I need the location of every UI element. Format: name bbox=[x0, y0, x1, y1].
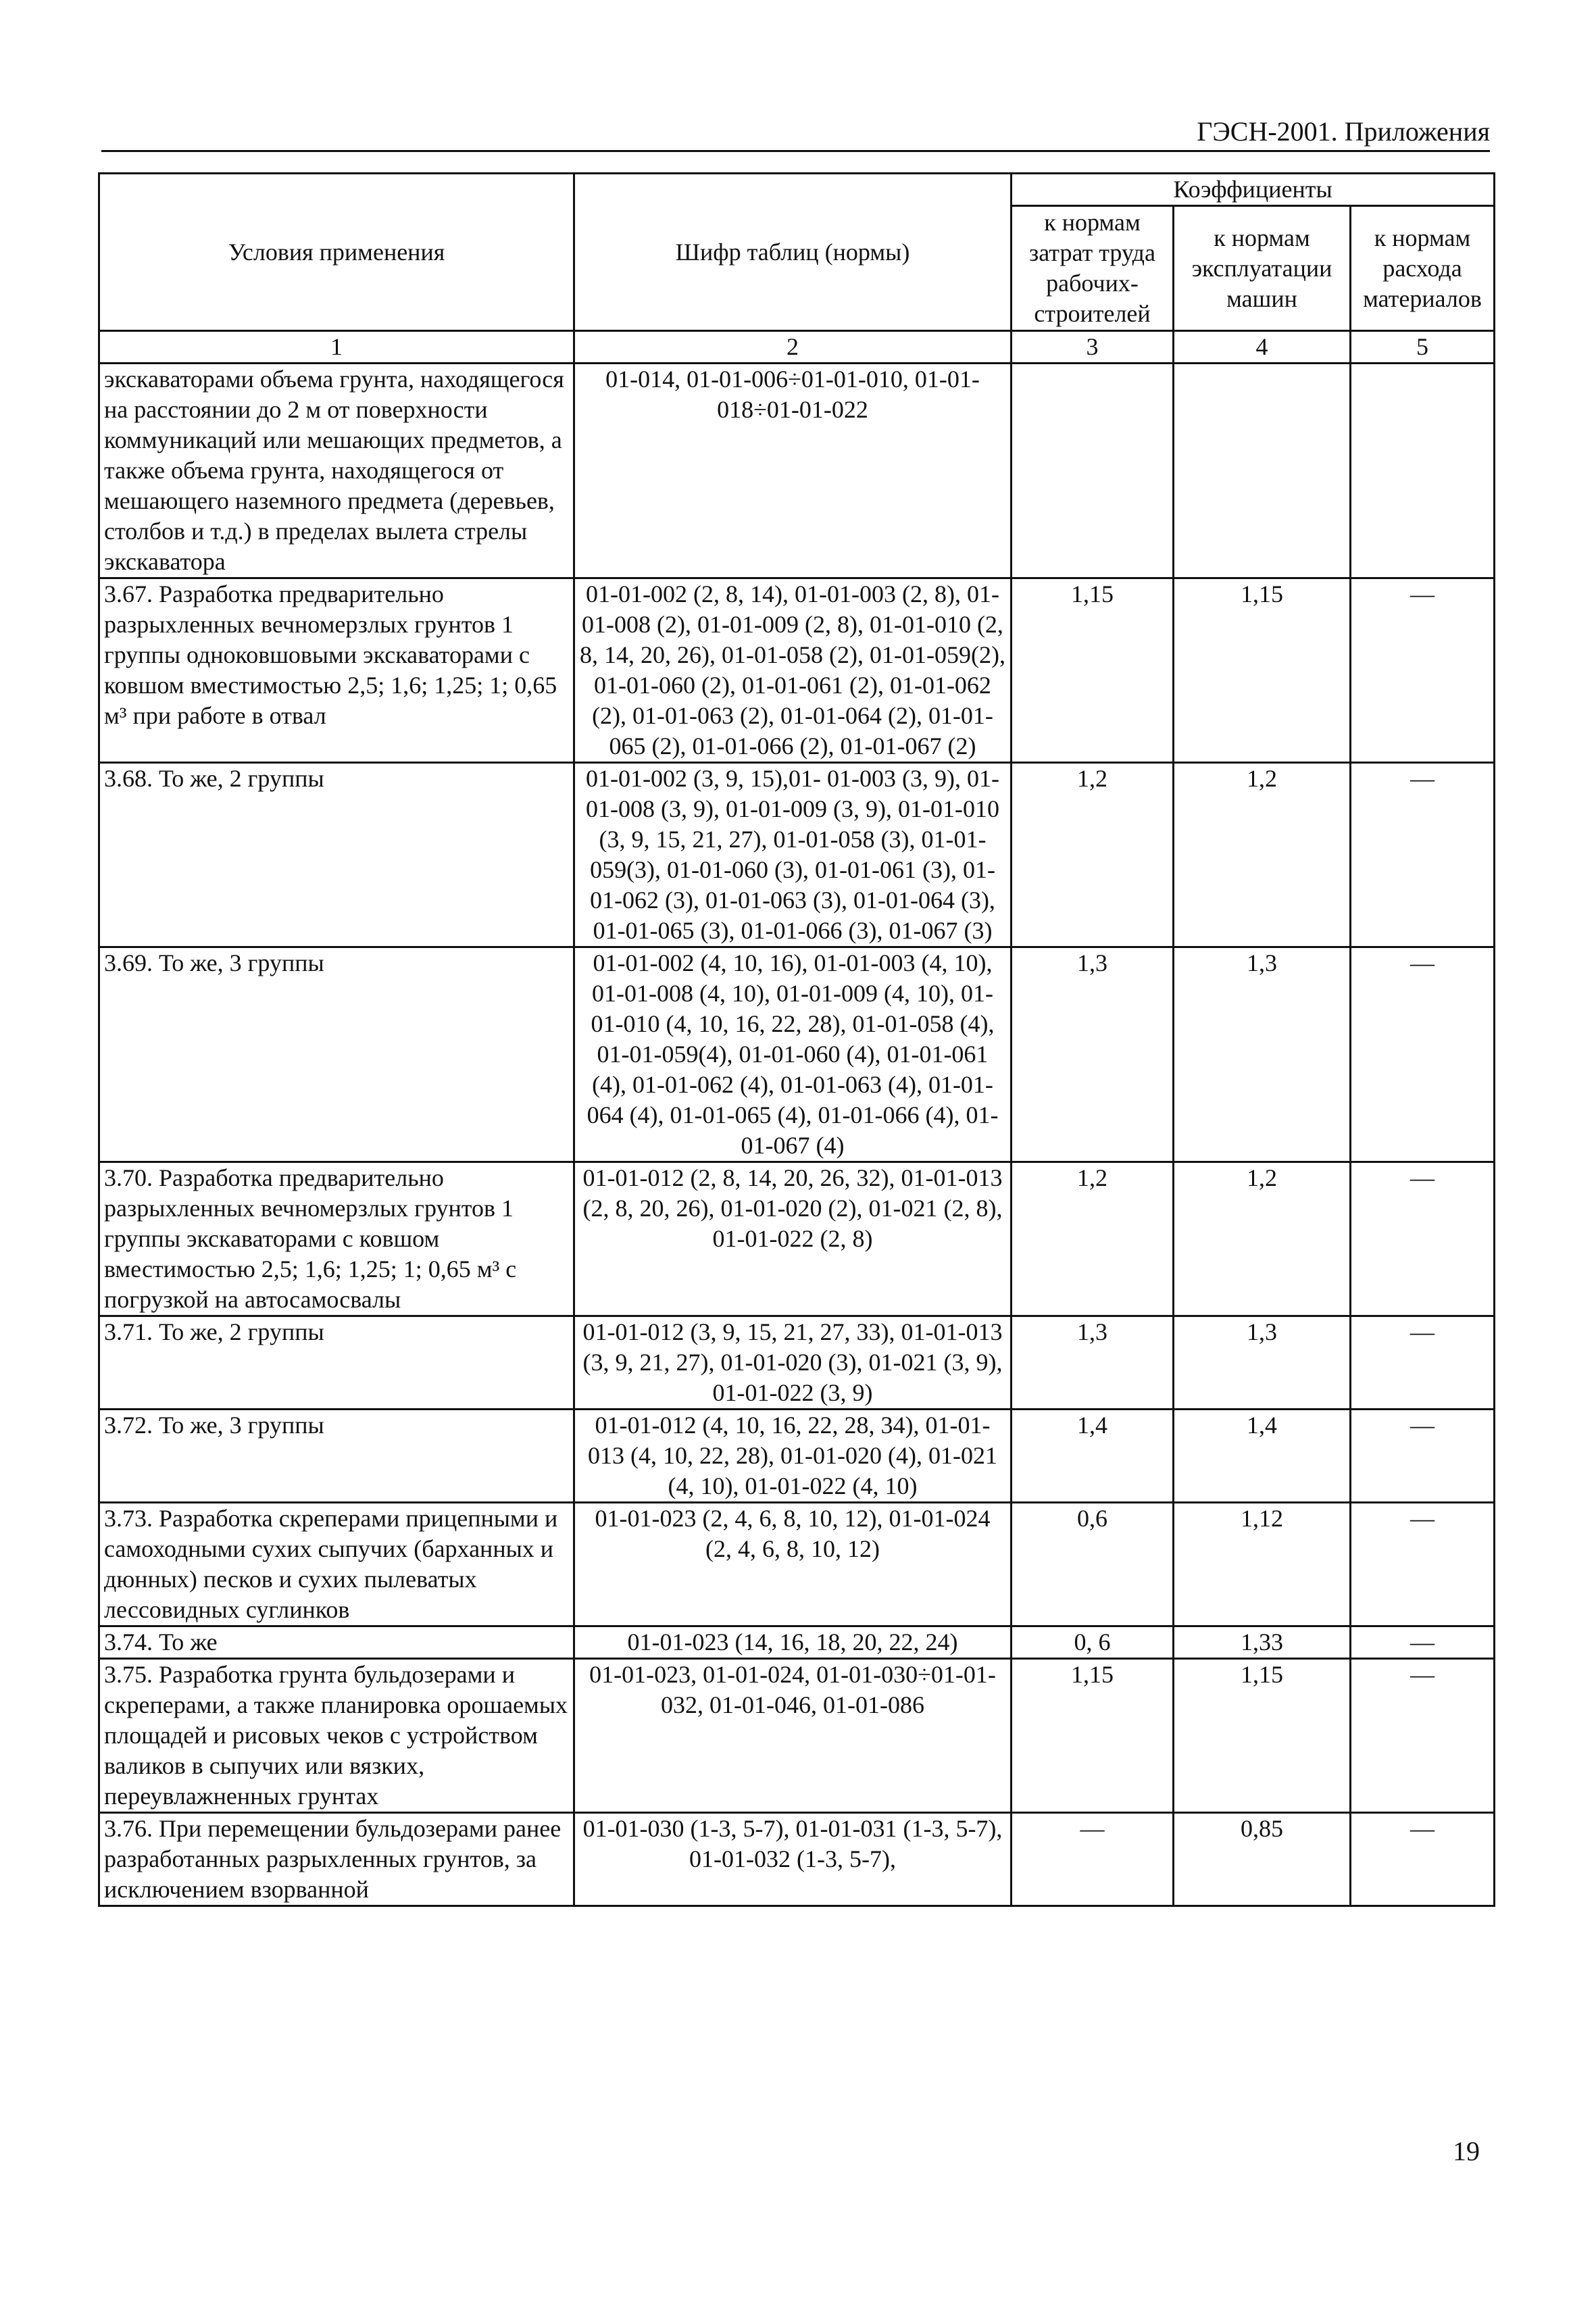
conditions-cell: 3.76. При перемещении бульдозерами ранее разработанных разрыхленных грунтов, за исключением взорванной bbox=[99, 1813, 574, 1906]
table-row bbox=[99, 1813, 1495, 1906]
column-number: 3 bbox=[1012, 331, 1174, 364]
table-row bbox=[99, 1659, 1495, 1813]
machines-cell: 1,4 bbox=[1174, 1410, 1351, 1503]
table-row bbox=[99, 1503, 1495, 1626]
machines-cell: 1,33 bbox=[1174, 1626, 1351, 1659]
conditions-cell: 3.74. То же bbox=[99, 1626, 574, 1659]
header-codes: Шифр таблиц (нормы) bbox=[574, 174, 1012, 331]
header-title: ГЭСН-2001. Приложения bbox=[1197, 116, 1490, 147]
labor-cell: 1,2 bbox=[1012, 1162, 1174, 1316]
column-number: 5 bbox=[1351, 331, 1495, 364]
machines-cell: 1,3 bbox=[1174, 1316, 1351, 1410]
materials-cell: — bbox=[1351, 1659, 1495, 1813]
codes-cell: 01-014, 01-01-006÷01-01-010, 01-01-018÷01-01-022 bbox=[574, 364, 1012, 578]
conditions-cell: 3.69. То же, 3 группы bbox=[99, 947, 574, 1162]
codes-cell: 01-01-002 (2, 8, 14), 01-01-003 (2, 8), 01-01-008 (2), 01-01-009 (2, 8), 01-01-010 (2, 8, 14, 20, 26), 01-01-058 (2), 01-01-059(2), 01-01-060 (2), 01-01-061 (2), 01-01-062 (2), 01-01-063 (2), 01-01-064 (2), 01-01-065 (2), 01-01-066 (2), 01-01-067 (2) bbox=[574, 578, 1012, 763]
labor-cell: 1,3 bbox=[1012, 947, 1174, 1162]
machines-cell: 0,85 bbox=[1174, 1813, 1351, 1906]
labor-cell: 1,2 bbox=[1012, 763, 1174, 947]
conditions-cell: экскаваторами объема грунта, находящегося на расстоянии до 2 м от поверхности коммуникаций или мешающих предметов, а также объема грунта, находящегося от мешающего наземного предмета (деревьев, столбов и т.д.) в пределах вылета стрелы экскаватора bbox=[99, 364, 574, 578]
page-header bbox=[101, 115, 1490, 152]
codes-cell: 01-01-030 (1-3, 5-7), 01-01-031 (1-3, 5-7), 01-01-032 (1-3, 5-7), bbox=[574, 1813, 1012, 1906]
conditions-cell: 3.73. Разработка скреперами прицепными и самоходными сухих сыпучих (барханных и дюнных) песков и сухих пылеватых лессовидных суглинков bbox=[99, 1503, 574, 1626]
machines-cell: 1,3 bbox=[1174, 947, 1351, 1162]
header-coefficients: Коэффициенты bbox=[1012, 174, 1495, 206]
codes-cell: 01-01-002 (4, 10, 16), 01-01-003 (4, 10), 01-01-008 (4, 10), 01-01-009 (4, 10), 01-01-010 (4, 10, 16, 22, 28), 01-01-058 (4), 01-01-059(4), 01-01-060 (4), 01-01-061 (4), 01-01-062 (4), 01-01-063 (4), 01-01-064 (4), 01-01-065 (4), 01-01-066 (4), 01-01-067 (4) bbox=[574, 947, 1012, 1162]
table-row bbox=[99, 1626, 1495, 1659]
conditions-cell: 3.72. То же, 3 группы bbox=[99, 1410, 574, 1503]
machines-cell: 1,2 bbox=[1174, 1162, 1351, 1316]
column-number: 4 bbox=[1174, 331, 1351, 364]
materials-cell: — bbox=[1351, 1813, 1495, 1906]
table-row bbox=[99, 364, 1495, 578]
materials-cell: — bbox=[1351, 1503, 1495, 1626]
materials-cell: — bbox=[1351, 947, 1495, 1162]
labor-cell: — bbox=[1012, 1813, 1174, 1906]
labor-cell bbox=[1012, 364, 1174, 578]
codes-cell: 01-01-012 (3, 9, 15, 21, 27, 33), 01-01-013 (3, 9, 21, 27), 01-01-020 (3), 01-021 (3, 9), 01-01-022 (3, 9) bbox=[574, 1316, 1012, 1410]
coefficients-table bbox=[98, 172, 1495, 1907]
conditions-cell: 3.67. Разработка предварительно разрыхленных вечномерзлых грунтов 1 группы одноковшовыми экскаваторами с ковшом вместимостью 2,5; 1,6; 1,25; 1; 0,65 м³ при работе в отвал bbox=[99, 578, 574, 763]
table-row bbox=[99, 947, 1495, 1162]
machines-cell: 1,15 bbox=[1174, 1659, 1351, 1813]
materials-cell: — bbox=[1351, 1626, 1495, 1659]
labor-cell: 0,6 bbox=[1012, 1503, 1174, 1626]
codes-cell: 01-01-012 (4, 10, 16, 22, 28, 34), 01-01-013 (4, 10, 22, 28), 01-01-020 (4), 01-021 (4, 10), 01-01-022 (4, 10) bbox=[574, 1410, 1012, 1503]
column-number: 2 bbox=[574, 331, 1012, 364]
materials-cell: — bbox=[1351, 1162, 1495, 1316]
header-labor: к нормам затрат труда рабочих-строителей bbox=[1012, 206, 1174, 331]
conditions-cell: 3.75. Разработка грунта бульдозерами и скреперами, а также планировка орошаемых площадей и рисовых чеков с устройством валиков в сыпучих или вязких, переувлажненных грунтах bbox=[99, 1659, 574, 1813]
table-row bbox=[99, 1162, 1495, 1316]
table-row bbox=[99, 1410, 1495, 1503]
labor-cell: 0, 6 bbox=[1012, 1626, 1174, 1659]
materials-cell bbox=[1351, 364, 1495, 578]
labor-cell: 1,15 bbox=[1012, 578, 1174, 763]
codes-cell: 01-01-023 (14, 16, 18, 20, 22, 24) bbox=[574, 1626, 1012, 1659]
header-conditions: Условия применения bbox=[99, 174, 574, 331]
table-row bbox=[99, 578, 1495, 763]
machines-cell: 1,12 bbox=[1174, 1503, 1351, 1626]
codes-cell: 01-01-002 (3, 9, 15),01- 01-003 (3, 9), 01-01-008 (3, 9), 01-01-009 (3, 9), 01-01-010 (3, 9, 15, 21, 27), 01-01-058 (3), 01-01-059(3), 01-01-060 (3), 01-01-061 (3), 01-01-062 (3), 01-01-063 (3), 01-01-064 (3), 01-01-065 (3), 01-01-066 (3), 01-067 (3) bbox=[574, 763, 1012, 947]
materials-cell: — bbox=[1351, 578, 1495, 763]
labor-cell: 1,3 bbox=[1012, 1316, 1174, 1410]
conditions-cell: 3.68. То же, 2 группы bbox=[99, 763, 574, 947]
codes-cell: 01-01-012 (2, 8, 14, 20, 26, 32), 01-01-013 (2, 8, 20, 26), 01-01-020 (2), 01-021 (2, 8), 01-01-022 (2, 8) bbox=[574, 1162, 1012, 1316]
codes-cell: 01-01-023 (2, 4, 6, 8, 10, 12), 01-01-024 (2, 4, 6, 8, 10, 12) bbox=[574, 1503, 1012, 1626]
labor-cell: 1,4 bbox=[1012, 1410, 1174, 1503]
machines-cell: 1,15 bbox=[1174, 578, 1351, 763]
machines-cell: 1,2 bbox=[1174, 763, 1351, 947]
page-number: 19 bbox=[1453, 2136, 1480, 2166]
materials-cell: — bbox=[1351, 763, 1495, 947]
conditions-cell: 3.70. Разработка предварительно разрыхленных вечномерзлых грунтов 1 группы экскаваторами с ковшом вместимостью 2,5; 1,6; 1,25; 1; 0,65 м³ с погрузкой на автосамосвалы bbox=[99, 1162, 574, 1316]
header-machines: к нормам эксплуатации машин bbox=[1174, 206, 1351, 331]
labor-cell: 1,15 bbox=[1012, 1659, 1174, 1813]
column-number: 1 bbox=[99, 331, 574, 364]
conditions-cell: 3.71. То же, 2 группы bbox=[99, 1316, 574, 1410]
table-row bbox=[99, 1316, 1495, 1410]
codes-cell: 01-01-023, 01-01-024, 01-01-030÷01-01-032, 01-01-046, 01-01-086 bbox=[574, 1659, 1012, 1813]
materials-cell: — bbox=[1351, 1316, 1495, 1410]
materials-cell: — bbox=[1351, 1410, 1495, 1503]
table-row bbox=[99, 763, 1495, 947]
machines-cell bbox=[1174, 364, 1351, 578]
header-materials: к нормам расхода материалов bbox=[1351, 206, 1495, 331]
